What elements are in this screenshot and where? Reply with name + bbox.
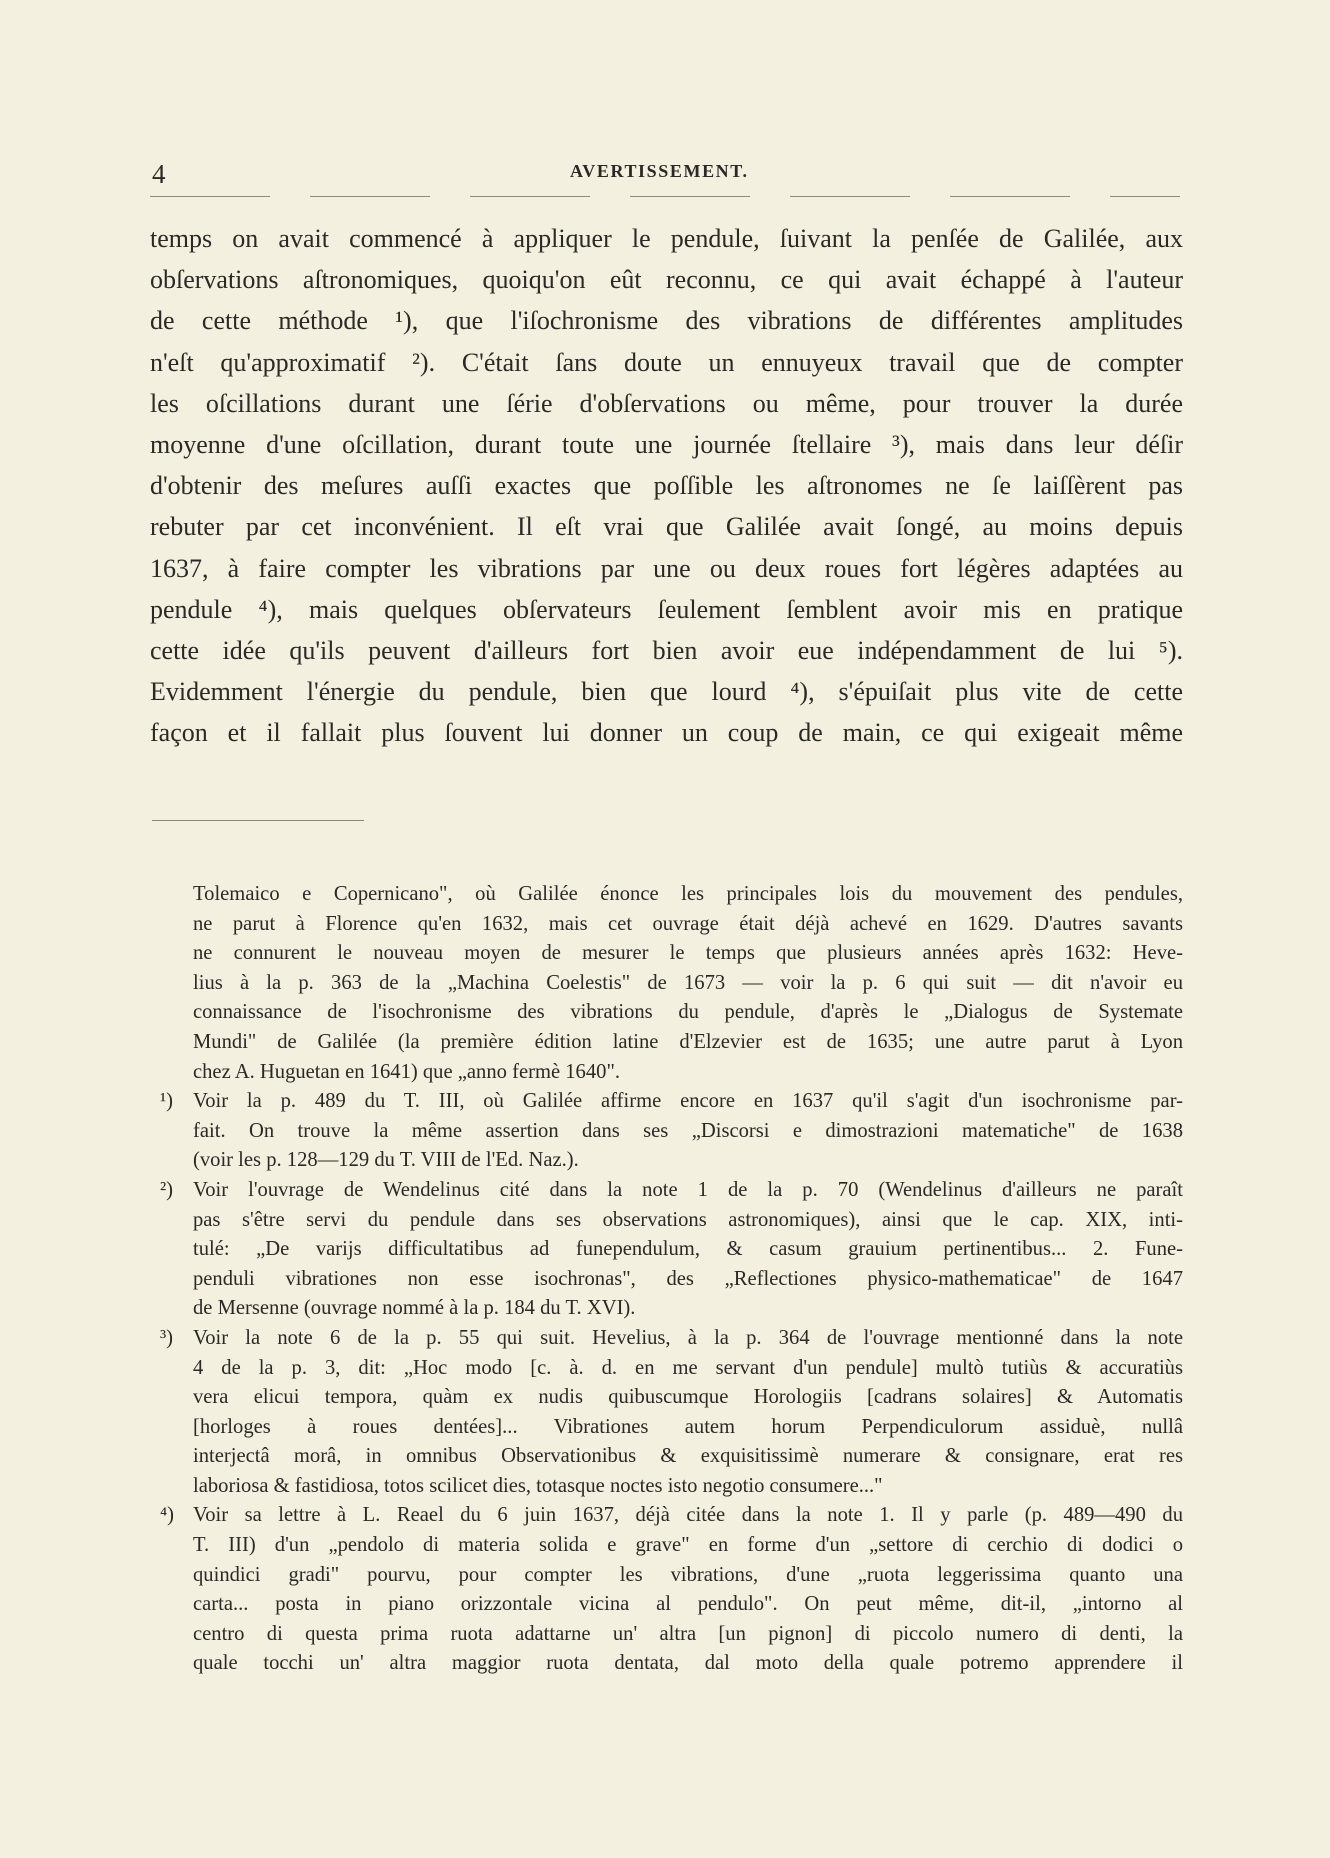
footnote-line: centro di questa prima ruota adattarne un' altra [un pignon] di piccolo numero di denti, la (193, 1622, 1183, 1645)
footnote-3 (160, 1324, 1183, 1502)
body-line: moyenne d'une oſcillation, durant toute une journée ſtellaire ³), mais dans leur déſir (150, 430, 1183, 460)
footnote-line: carta... posta in piano orizzontale vicina al pendulo". On peut même, dit-il, „intorno al (193, 1593, 1183, 1616)
footnote-marker: ²) (160, 1178, 174, 1201)
footnote-line: lius à la p. 363 de la „Machina Coelestis" de 1673 — voir la p. 6 qui suit — dit n'avoir eu (193, 971, 1183, 994)
body-text (150, 218, 1183, 754)
body-line: cette idée qu'ils peuvent d'ailleurs fort bien avoir eue indépendamment de lui ⁵). (150, 636, 1183, 666)
footnote-marker: ³) (160, 1326, 174, 1349)
footnote-line: de Mersenne (ouvrage nommé à la p. 184 du T. XVI). (193, 1297, 636, 1320)
footnote-marker: ¹) (160, 1090, 174, 1113)
body-line: d'obtenir des meſures auſſi exactes que poſſible les aſtronomes ne ſe laiſſèrent pas (150, 471, 1183, 501)
footnote-line: 4 de la p. 3, dit: „Hoc modo [c. à. d. en me servant d'un pendule] multò tutiùs & accuratiùs (193, 1356, 1183, 1379)
footnote-line: Voir la note 6 de la p. 55 qui suit. Hevelius, à la p. 364 de l'ouvrage mentionné dans la note (193, 1326, 1183, 1349)
body-line: 1637, à faire compter les vibrations par une ou deux roues fort légères adaptées au (150, 553, 1183, 583)
body-line: obſervations aſtronomiques, quoiqu'on eût reconnu, ce qui avait échappé à l'auteur (150, 265, 1183, 295)
running-head: AVERTISSEMENT. (570, 161, 749, 181)
body-line: pendule ⁴), mais quelques obſervateurs ſeulement ſemblent avoir mis en pratique (150, 594, 1183, 624)
footnote-line: ne parut à Florence qu'en 1632, mais cet ouvrage était déjà achevé en 1629. D'autres savants (193, 912, 1183, 935)
footnote-line: Mundi" de Galilée (la première édition latine d'Elzevier est de 1635; une autre parut à Lyon (193, 1030, 1183, 1053)
body-line: de cette méthode ¹), que l'iſochronisme des vibrations de différentes amplitudes (150, 306, 1183, 336)
footnote-line: [horloges à roues dentées]... Vibrationes autem horum Perpendiculorum assiduè, nullâ (193, 1415, 1183, 1438)
footnote-line: laboriosa & fastidiosa, totos scilicet dies, totasque noctes isto negotio consumere..." (193, 1474, 883, 1497)
footnote-line: Tolemaico e Copernicano", où Galilée énonce les principales lois du mouvement des pendules, (193, 883, 1183, 905)
footnote-line: fait. On trouve la même assertion dans ses „Discorsi e dimostrazioni matematiche" de 1638 (193, 1119, 1183, 1142)
footnote-continuation (160, 880, 1183, 1087)
footnote-4 (160, 1501, 1183, 1679)
footnote-line: Voir l'ouvrage de Wendelinus cité dans la note 1 de la p. 70 (Wendelinus d'ailleurs ne paraît (193, 1178, 1183, 1201)
footnote-line: Voir sa lettre à L. Reael du 6 juin 1637, déjà citée dans la note 1. Il y parle (p. 489—490 du (193, 1504, 1183, 1527)
footnote-line: vera elicui tempora, quàm ex nudis quibuscumque Horologiis [cadrans solaires] & Automatis (193, 1386, 1183, 1409)
page-header (150, 153, 1180, 193)
body-line: les oſcillations durant une ſérie d'obſervations ou même, pour trouver la durée (150, 388, 1183, 418)
body-line: n'eſt qu'approximatif ²). C'était ſans doute un ennuyeux travail que de compter (150, 347, 1183, 377)
body-line: Evidemment l'énergie du pendule, bien que lourd ⁴), s'épuiſait plus vite de cette (150, 677, 1183, 707)
footnote-marker: ⁴) (160, 1504, 175, 1527)
footnote-line: chez A. Huguetan en 1641) que „anno fermè 1640". (193, 1060, 620, 1083)
footnote-line: penduli vibrationes non esse isochronas", des „Reflectiones physico-mathematicae" de 1647 (193, 1267, 1183, 1290)
footnote-line: Voir la p. 489 du T. III, où Galilée affirme encore en 1637 qu'il s'agit d'un isochronisme par- (193, 1090, 1183, 1113)
footnotes (160, 880, 1183, 1679)
footnote-line: connaissance de l'isochronisme des vibrations du pendule, d'après le „Dialogus de Systemate (193, 1001, 1183, 1024)
body-line: rebuter par cet inconvénient. Il eſt vrai que Galilée avait ſongé, au moins depuis (150, 512, 1183, 542)
footnote-line: T. III) d'un „pendolo di materia solida e grave" en forme d'un „settore di cerchio di dodici o (193, 1534, 1183, 1557)
page-number: 4 (152, 159, 166, 189)
body-line: façon et il fallait plus ſouvent lui donner un coup de main, ce qui exigeait même (150, 718, 1183, 748)
footnote-2 (160, 1176, 1183, 1324)
footnote-1 (160, 1087, 1183, 1176)
footnote-line: interjectâ morâ, in omnibus Observationibus & exquisitissimè numerare & consignare, erat res (193, 1445, 1183, 1468)
header-rule (150, 196, 1180, 197)
footnote-line: quale tocchi un' altra maggior ruota dentata, dal moto della quale potremo apprendere il (193, 1652, 1183, 1675)
footnote-line: ne connurent le nouveau moyen de mesurer le temps que plusieurs années après 1632: Heve- (193, 942, 1183, 965)
footnote-line: (voir les p. 128—129 du T. VIII de l'Ed. Naz.). (193, 1149, 579, 1172)
footnote-line: quindici gradi" pourvu, pour compter les vibrations, d'une „ruota leggerissima quanto una (193, 1563, 1183, 1586)
footnote-separator (152, 820, 364, 821)
body-line: temps on avait commencé à appliquer le pendule, ſuivant la penſée de Galilée, aux (150, 224, 1183, 253)
footnote-line: tulé: „De varijs difficultatibus ad funependulum, & casum grauium pertinentibus... 2. Fune- (193, 1238, 1183, 1261)
footnote-line: pas s'être servi du pendule dans ses observations astronomiques), ainsi que le cap. XIX, inti- (193, 1208, 1183, 1231)
